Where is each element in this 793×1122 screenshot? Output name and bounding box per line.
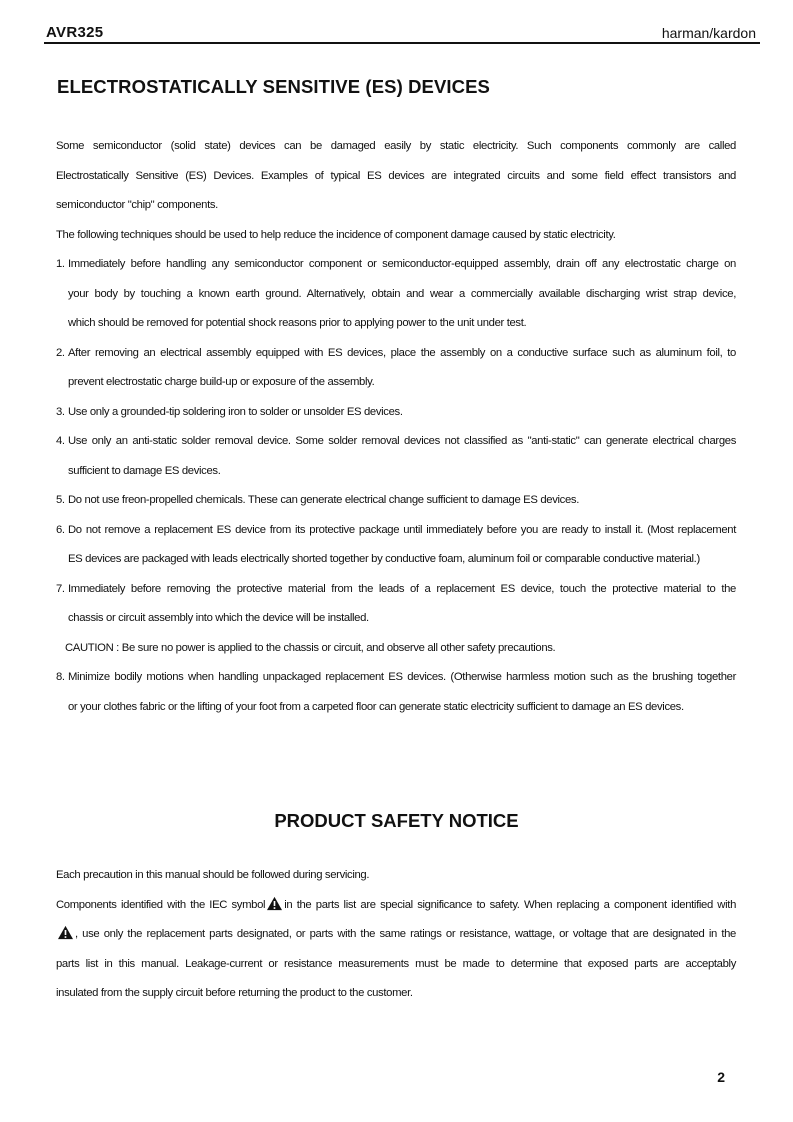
- item-number: 3.: [56, 405, 65, 418]
- es-devices-title: ELECTROSTATICALLY SENSITIVE (ES) DEVICES: [57, 76, 490, 97]
- safety-line: insulated from the supply circuit before returning the product to the customer.: [56, 987, 413, 999]
- caution-label: CAUTION :: [65, 641, 119, 654]
- list-item-continuation: prevent electrostatic charge build-up or exposure of the assembly.: [68, 376, 375, 388]
- item-number: 2.: [56, 346, 65, 359]
- warning-triangle-icon: [57, 925, 74, 940]
- list-item: 5. Do not use freon-propelled chemicals. These can generate electrical change sufficient to damage ES devices.: [56, 486, 736, 516]
- intro-line: Electrostatically Sensitive (ES) Devices. Examples of typical ES devices are integrated circuits and some field effect transistors and: [56, 169, 736, 182]
- item-number: 7.: [56, 582, 65, 595]
- list-item-continuation: your body by touching a known earth ground. Alternatively, obtain and wear a commercially available discharging wrist strap device,: [68, 287, 736, 300]
- safety-line: , use only the replacement parts designated, or parts with the same ratings or resistance, wattage, or voltage that are designated in the: [56, 920, 736, 950]
- page-header: [44, 24, 760, 44]
- page-number: 2: [717, 1069, 725, 1085]
- list-item-continuation: which should be removed for potential shock reasons prior to applying power to the unit under test.: [68, 317, 527, 329]
- list-item-continuation: or your clothes fabric or the lifting of your foot from a carpeted floor can generate static electricity sufficient to damage an ES devices.: [68, 700, 684, 713]
- brand-name: harman/kardon: [661, 25, 756, 41]
- safety-line: parts list in this manual. Leakage-current or resistance measurements must be made to determine that exposed parts are acceptably: [56, 957, 736, 970]
- list-item: 7. Immediately before removing the protective material from the leads of a replacement ES device, touch the protective material to the: [56, 575, 736, 605]
- list-item: 2. After removing an electrical assembly equipped with ES devices, place the assembly on a conductive surface such as aluminum foil, to: [56, 339, 736, 369]
- item-number: 1.: [56, 258, 65, 270]
- product-safety-title: PRODUCT SAFETY NOTICE: [274, 810, 519, 831]
- intro-line: semiconductor "chip" components.: [56, 199, 218, 211]
- caution-note: CAUTION : Be sure no power is applied to the chassis or circuit, and observe all other safety precautions.: [65, 641, 556, 654]
- list-item: 8. Minimize bodily motions when handling unpackaged replacement ES devices. (Otherwise harmless motion such as the brushing together: [56, 663, 736, 693]
- list-item: 3. Use only a grounded-tip soldering iron to solder or unsolder ES devices.: [56, 398, 736, 428]
- list-item: 1. Immediately before handling any semiconductor component or semiconductor-equipped assembly, drain off any electrostatic charge on: [56, 250, 736, 280]
- warning-triangle-icon: [266, 896, 283, 911]
- model-name: AVR325: [46, 24, 104, 41]
- item-number: 4.: [56, 435, 65, 447]
- product-safety-body: [56, 861, 736, 1009]
- list-item: 6. Do not remove a replacement ES device from its protective package until immediately before you are ready to install it. (Most replacement: [56, 516, 736, 546]
- intro-line: Some semiconductor (solid state) devices can be damaged easily by static electricity. Such components commonly are called: [56, 140, 736, 152]
- list-item: 4. Use only an anti-static solder removal device. Some solder removal devices not classified as "anti-static" can generate electrical charges: [56, 427, 736, 457]
- item-number: 6.: [56, 523, 65, 536]
- list-item-continuation: ES devices are packaged with leads electrically shorted together by conductive foam, aluminum foil or comparable conductive material.): [68, 553, 700, 565]
- item-number: 5.: [56, 494, 65, 506]
- safety-line: Each precaution in this manual should be followed during servicing.: [56, 869, 370, 881]
- techniques-intro: The following techniques should be used to help reduce the incidence of component damage caused by static electricity.: [56, 228, 616, 241]
- safety-line: Components identified with the IEC symbol in the parts list are special significance to safety. When replacing a component identified with: [56, 891, 736, 921]
- list-item-continuation: sufficient to damage ES devices.: [68, 464, 221, 477]
- list-item-continuation: chassis or circuit assembly into which the device will be installed.: [68, 612, 369, 624]
- es-devices-body: [56, 132, 736, 722]
- item-number: 8.: [56, 671, 65, 683]
